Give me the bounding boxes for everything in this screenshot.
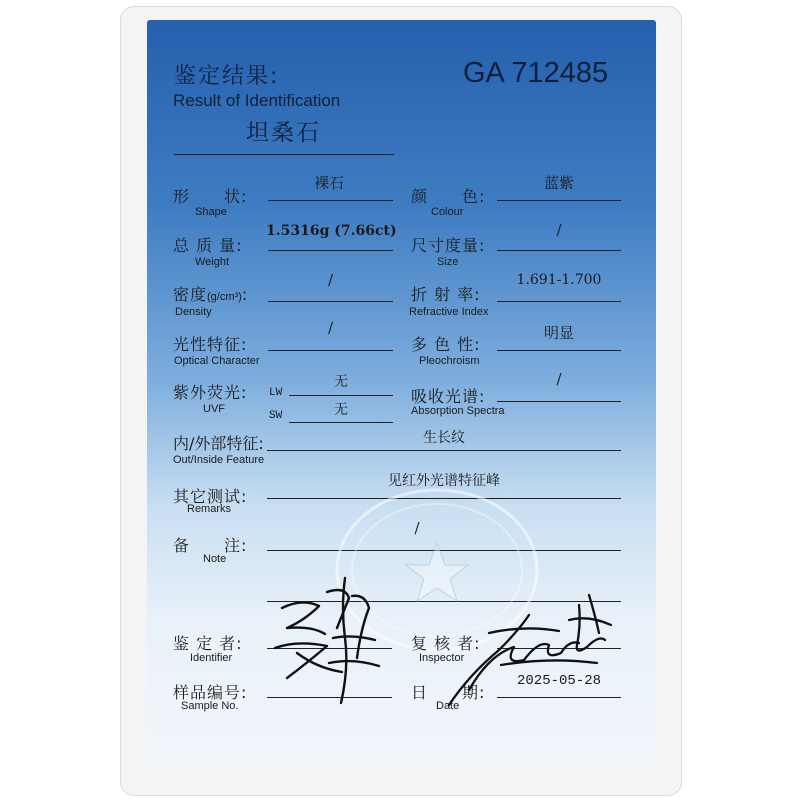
size-label-en: Size: [437, 256, 459, 268]
sample-no-label-en: Sample No.: [181, 700, 239, 712]
density-label-en: Density: [175, 306, 212, 318]
ri-label: 折 射 率:: [411, 285, 481, 304]
shape-label-en: Shape: [195, 206, 227, 218]
size-label: 尺寸度量:: [411, 236, 486, 255]
date-label-en: Date: [436, 700, 460, 712]
inspector-label: 复 核 者:: [411, 634, 481, 653]
size-line: [497, 250, 621, 251]
result-value: 坦桑石: [246, 120, 321, 146]
uvf-sw-line: [289, 422, 393, 423]
ri-line: [497, 301, 621, 302]
density-colon: :: [241, 285, 249, 304]
colour-label-en: Colour: [431, 206, 464, 218]
uvf-lw-label: LW: [269, 387, 283, 399]
optical-label-en: Optical Character: [174, 355, 260, 367]
note-label-en: Note: [203, 553, 227, 565]
optical-line: [268, 350, 393, 351]
identifier-label-en: Identifier: [190, 652, 233, 664]
uvf-label: 紫外荧光:: [173, 383, 248, 402]
size-value: /: [556, 221, 562, 239]
colour-value: 蓝紫: [543, 174, 574, 192]
feature-label-en: Out/Inside Feature: [173, 454, 265, 466]
pleochroism-label: 多 色 性:: [411, 335, 481, 354]
ri-value: 1.691-1.700: [516, 272, 602, 288]
weight-line: [268, 250, 393, 251]
title-en: Result of Identification: [173, 91, 341, 110]
optical-label: 光性特征:: [173, 335, 248, 354]
shape-line: [268, 200, 393, 201]
uvf-sw-label: SW: [269, 410, 283, 422]
pleochroism-line: [497, 350, 621, 351]
absorption-value: /: [556, 370, 562, 388]
density-value: /: [327, 271, 334, 289]
absorption-label-en: Absorption Spectra: [411, 405, 505, 417]
note-label: 备 注:: [173, 536, 248, 555]
shape-value: 裸石: [313, 174, 344, 192]
certificate-number: GA 712485: [463, 57, 609, 89]
colour-label: 颜 色:: [411, 187, 486, 206]
absorption-line: [497, 401, 621, 402]
identifier-signature-icon: [257, 568, 387, 708]
uvf-label-en: UVF: [203, 403, 225, 415]
weight-label: 总 质 量:: [173, 236, 243, 255]
remarks-label: 其它测试:: [173, 487, 248, 506]
result-underline: [174, 154, 394, 155]
identifier-label: 鉴 定 者:: [173, 634, 243, 653]
density-label: [173, 282, 248, 305]
feature-value: 生长纹: [423, 430, 465, 446]
weight-label-en: Weight: [195, 256, 230, 268]
shape-label: 形 状:: [173, 187, 248, 206]
date-label: 日 期:: [411, 683, 486, 702]
feature-line: [267, 450, 621, 451]
density-label-cn: 密度: [173, 285, 208, 304]
absorption-label: 吸收光谱:: [411, 387, 486, 406]
uvf-lw-line: [289, 395, 393, 396]
date-value: 2025-05-28: [516, 673, 601, 689]
inspector-signature-icon: [429, 585, 629, 715]
density-unit: (g/cm³): [207, 291, 242, 303]
weight-value: 1.5316g (7.66ct): [266, 223, 397, 239]
pleochroism-value: 明显: [543, 324, 574, 342]
colour-line: [497, 200, 621, 201]
feature-label: 内/外部特征:: [173, 434, 264, 453]
density-line: [268, 301, 393, 302]
inspector-label-en: Inspector: [419, 652, 465, 664]
remarks-label-en: Remarks: [187, 503, 232, 515]
pleochroism-label-en: Pleochroism: [419, 355, 480, 367]
sample-no-label: 样品编号:: [173, 683, 248, 702]
optical-value: /: [327, 319, 334, 337]
ri-label-en: Refractive Index: [409, 306, 489, 318]
uvf-sw-value: 无: [334, 402, 348, 418]
identification-card: [147, 20, 656, 771]
uvf-lw-value: 无: [334, 374, 348, 390]
title-cn: 鉴定结果:: [174, 64, 280, 89]
remarks-value: 见红外光谱特征峰: [388, 473, 500, 489]
note-value: /: [414, 519, 420, 537]
